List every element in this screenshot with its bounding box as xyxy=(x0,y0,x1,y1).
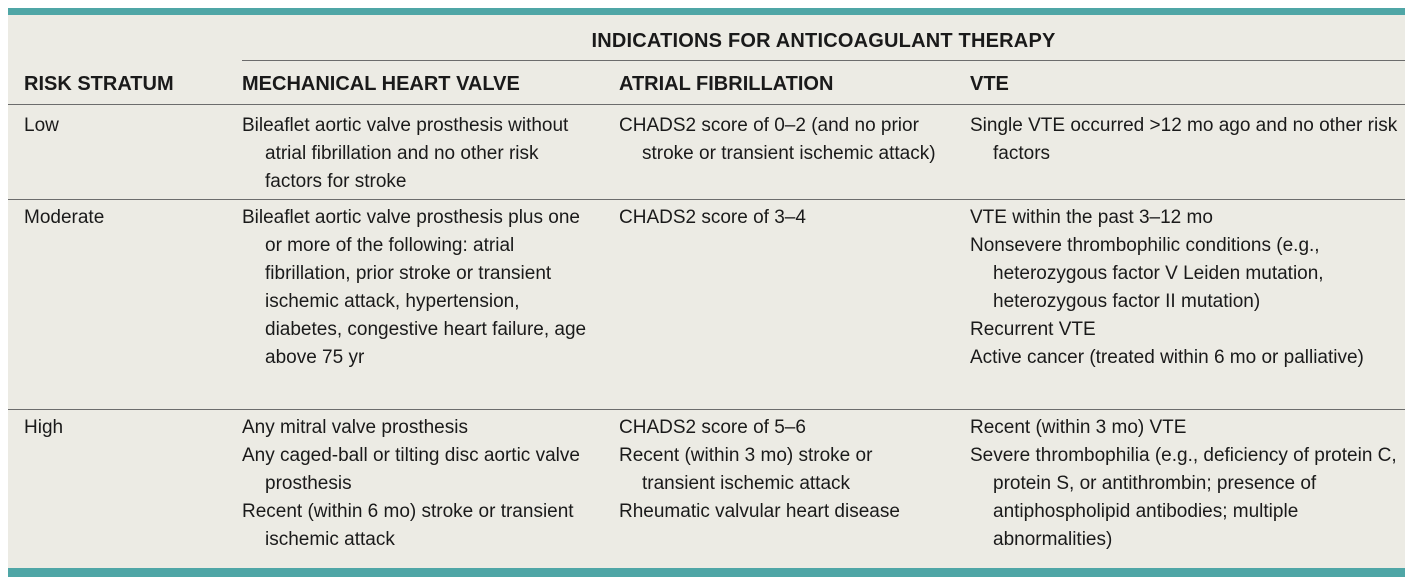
row-rule-moderate xyxy=(8,409,1405,410)
col-header-atrial-fibrillation: ATRIAL FIBRILLATION xyxy=(619,73,834,95)
row-low-stratum: Low xyxy=(24,115,59,136)
row-high-vte xyxy=(970,414,1400,554)
list-item: Recent (within 3 mo) VTE xyxy=(970,417,1187,438)
list-item: Any caged-ball or tilting disc aortic valve prosthesis xyxy=(242,445,580,494)
row-moderate-atrial-fibrillation xyxy=(619,204,949,232)
row-rule-low xyxy=(8,199,1405,200)
list-item: Active cancer (treated within 6 mo or palliative) xyxy=(970,347,1364,368)
list-item: VTE within the past 3–12 mo xyxy=(970,207,1213,228)
list-item: Any mitral valve prosthesis xyxy=(242,417,468,438)
row-moderate-stratum: Moderate xyxy=(24,207,105,228)
list-item: Bileaflet aortic valve prosthesis plus one or more of the following: atrial fibrillation, prior stroke or transient ischemic attack, hypertension, diabetes, congestive heart failure, age above 75 yr xyxy=(242,207,587,368)
col-header-mechanical-heart-valve: MECHANICAL HEART VALVE xyxy=(242,73,520,95)
list-item: CHADS2 score of 3–4 xyxy=(619,207,806,228)
row-moderate-vte xyxy=(970,204,1400,372)
row-low-mechanical-valve xyxy=(242,112,592,196)
list-item: CHADS2 score of 5–6 xyxy=(619,417,806,438)
header-rule xyxy=(8,104,1405,105)
col-header-vte: VTE xyxy=(970,73,1009,95)
list-item: Bileaflet aortic valve prosthesis without atrial fibrillation and no other risk factors for stroke xyxy=(242,115,569,192)
row-moderate-mechanical-valve xyxy=(242,204,592,372)
list-item: Recent (within 3 mo) stroke or transient ischemic attack xyxy=(619,445,873,494)
list-item: Recurrent VTE xyxy=(970,319,1096,340)
row-high-stratum: High xyxy=(24,417,64,438)
list-item: Recent (within 6 mo) stroke or transient ischemic attack xyxy=(242,501,574,550)
list-item: Nonsevere thrombophilic conditions (e.g., heterozygous factor V Leiden mutation, heterozygous factor II mutation) xyxy=(970,235,1324,312)
row-low-vte xyxy=(970,112,1400,168)
top-accent-band xyxy=(8,8,1405,15)
group-header: INDICATIONS FOR ANTICOAGULANT THERAPY xyxy=(591,30,1056,52)
row-high-atrial-fibrillation xyxy=(619,414,949,526)
list-item: Rheumatic valvular heart disease xyxy=(619,501,900,522)
bottom-accent-band xyxy=(8,568,1405,577)
list-item: Severe thrombophilia (e.g., deficiency of protein C, protein S, or antithrombin; presence of antiphospholipid antibodies; multiple abnormalities) xyxy=(970,445,1397,550)
col-header-risk-stratum: RISK STRATUM xyxy=(24,73,174,95)
list-item: CHADS2 score of 0–2 (and no prior stroke or transient ischemic attack) xyxy=(619,115,936,164)
list-item: Single VTE occurred >12 mo ago and no other risk factors xyxy=(970,115,1398,164)
row-low-atrial-fibrillation xyxy=(619,112,949,168)
anticoagulant-risk-table xyxy=(8,8,1405,577)
row-high-mechanical-valve xyxy=(242,414,592,554)
group-header-rule xyxy=(242,60,1405,61)
